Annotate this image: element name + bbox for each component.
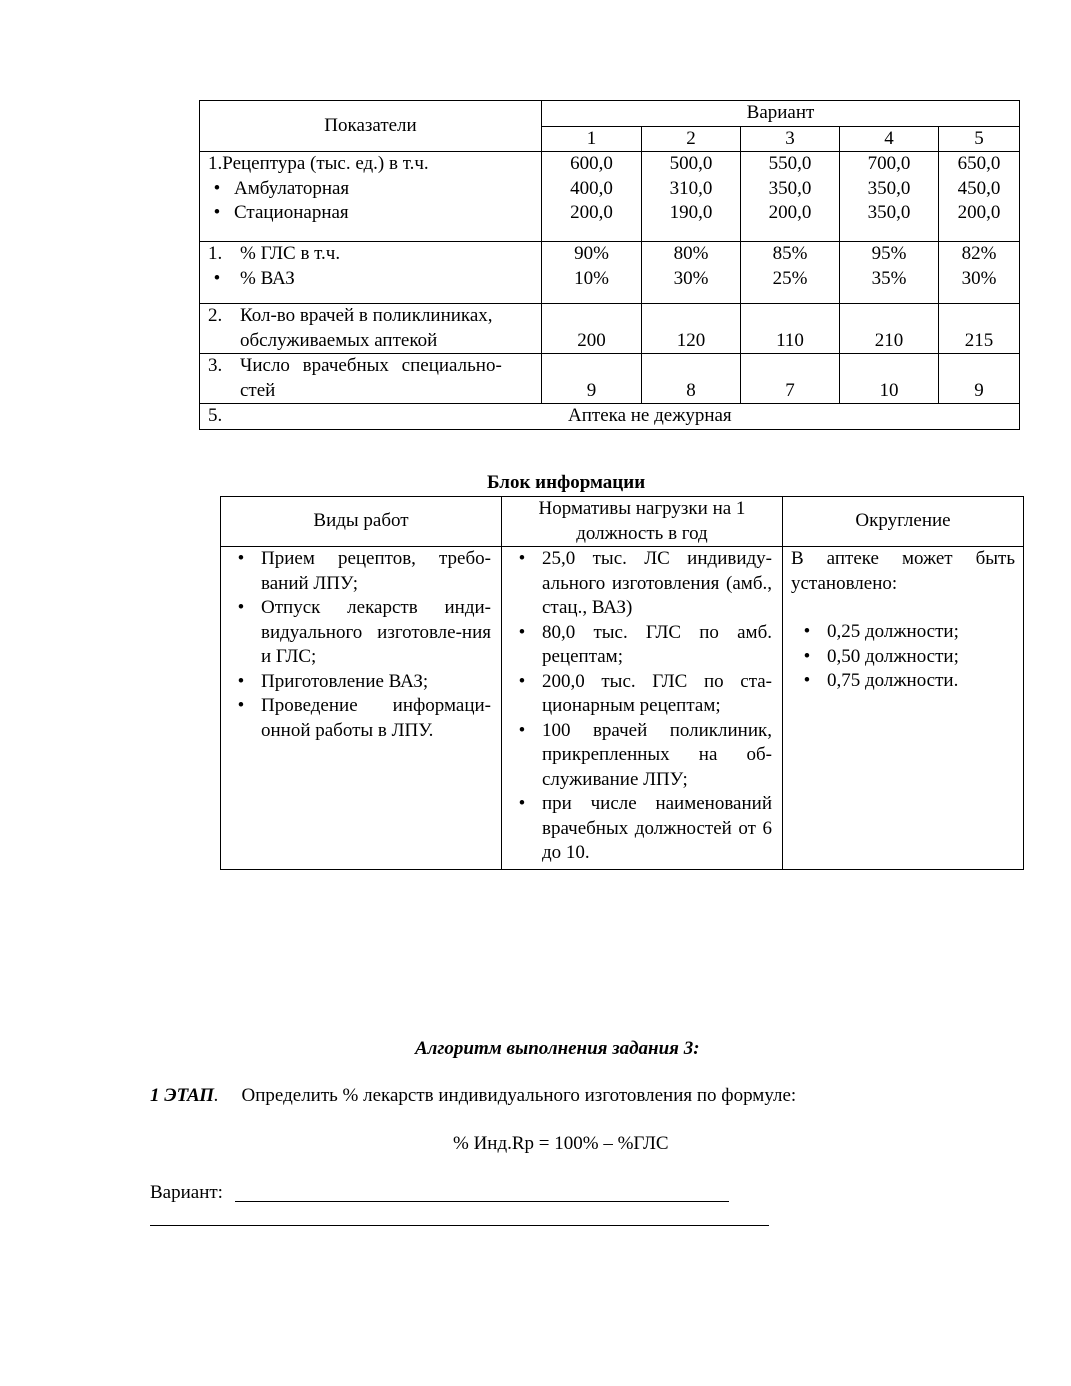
pharmacy-status-text: Аптека не дежурная [568,405,732,426]
value-cell: 80% 30% [642,242,741,304]
header-indicators: Показатели [200,101,542,152]
list-item: • 0,75 должности. [787,669,1023,694]
row-label: 1. % ГЛС в т.ч. • % ВАЗ [200,242,542,304]
variant-number: 4 [840,126,939,152]
row-label-main: 1.Рецептура (тыс. ед.) в т.ч. [208,153,429,174]
value-cell: 200 [542,304,642,354]
list-item: • 200,0 тыс. ГЛС по ста-ционарным рецептам; [502,670,782,719]
formula: % Инд.Rp = 100% – %ГЛС [453,1133,669,1154]
info-table [220,496,1024,870]
rounding-cell [783,547,1024,870]
list-item: • 0,50 должности; [787,645,1023,670]
value-cell: 550,0 350,0 200,0 [741,152,840,242]
answer-line[interactable] [150,1225,769,1226]
header-variant: Вариант [542,101,1020,127]
list-item: • при числе наименований врачебных должностей от 6 до 10. [502,792,782,866]
works-cell [221,547,502,870]
rounding-intro: В аптеке может быть установлено: [791,548,1015,594]
header-rounding: Округление [783,497,1024,547]
table-row [200,242,1020,304]
list-item: • 25,0 тыс. ЛС индивиду-ального изготовления (амб., стац., ВАЗ) [502,547,782,621]
bullet-icon: • [518,719,526,741]
bullet-icon: • [518,793,526,814]
indicators-table [199,100,1020,430]
value-cell: 210 [840,304,939,354]
value-cell: 9 [939,354,1020,404]
norms-cell [502,547,783,870]
variant-number: 5 [939,126,1020,152]
bullet-icon: • [518,621,526,643]
list-item: • 100 врачей поликлиник, прикрепленных на об-служивание ЛПУ; [502,719,782,793]
info-block-title: Блок информации [487,472,646,493]
stage-line: 1 ЭТАП. Определить % лекарств индивидуального изготовления по формуле: [150,1085,797,1106]
table-row [200,404,1020,430]
variant-label: Вариант: [150,1182,223,1203]
bullet-icon: • [213,202,221,223]
list-item: • Амбулаторная [200,177,541,202]
list-item: • Отпуск лекарств инди-видуального изготовле-ния и ГЛС; [221,596,501,670]
bullet-icon: • [213,267,221,289]
list-item: • Прием рецептов, требо-ваний ЛПУ; [221,547,501,596]
row-label: 3. Число врачебных специально- стей [200,354,542,404]
value-cell: 82% 30% [939,242,1020,304]
table-row [200,304,1020,354]
list-item: • % ВАЗ [200,267,541,292]
row-label [200,152,542,242]
bullet-icon: • [237,597,245,618]
value-cell: 95% 35% [840,242,939,304]
list-item: • 0,25 должности; [787,620,1023,645]
bullet-icon: • [237,695,245,716]
bullet-icon: • [213,177,221,199]
value-cell: 700,0 350,0 350,0 [840,152,939,242]
value-cell: 7 [741,354,840,404]
value-cell: 8 [642,354,741,404]
row-label: 2. Кол-во врачей в поликлиниках, обслуживаемых аптекой [200,304,542,354]
bullet-icon: • [803,645,811,667]
algorithm-title: Алгоритм выполнения задания 3: [415,1038,700,1059]
bullet-icon: • [803,621,811,642]
bullet-icon: • [518,548,526,569]
value-cell: 215 [939,304,1020,354]
value-cell: 9 [542,354,642,404]
bullet-icon: • [803,670,811,691]
variant-number: 2 [642,126,741,152]
variant-number: 1 [542,126,642,152]
list-item: • Проведение информаци-онной работы в ЛПУ. [221,694,501,743]
variant-number: 3 [741,126,840,152]
list-item: • 80,0 тыс. ГЛС по амб. рецептам; [502,621,782,670]
stage-label: 1 ЭТАП [150,1085,215,1106]
table-row [200,152,1020,242]
merged-row-cell [200,404,1020,430]
value-cell: 90% 10% [542,242,642,304]
bullet-icon: • [237,548,245,569]
value-cell: 85% 25% [741,242,840,304]
value-cell: 500,0 310,0 190,0 [642,152,741,242]
variant-answer-line[interactable] [235,1201,729,1202]
table-row [200,354,1020,404]
stage-text: Определить % лекарств индивидуального изготовления по формуле: [241,1085,797,1106]
value-cell: 110 [741,304,840,354]
bullet-icon: • [237,670,245,692]
header-norms: Нормативы нагрузки на 1 должность в год [502,497,783,547]
value-cell: 650,0 450,0 200,0 [939,152,1020,242]
bullet-icon: • [518,670,526,692]
list-item: • Стационарная [200,201,541,226]
list-item: • Приготовление ВАЗ; [221,670,501,695]
row-number: 5. [208,405,223,426]
header-works: Виды работ [221,497,502,547]
value-cell: 600,0 400,0 200,0 [542,152,642,242]
value-cell: 120 [642,304,741,354]
value-cell: 10 [840,354,939,404]
